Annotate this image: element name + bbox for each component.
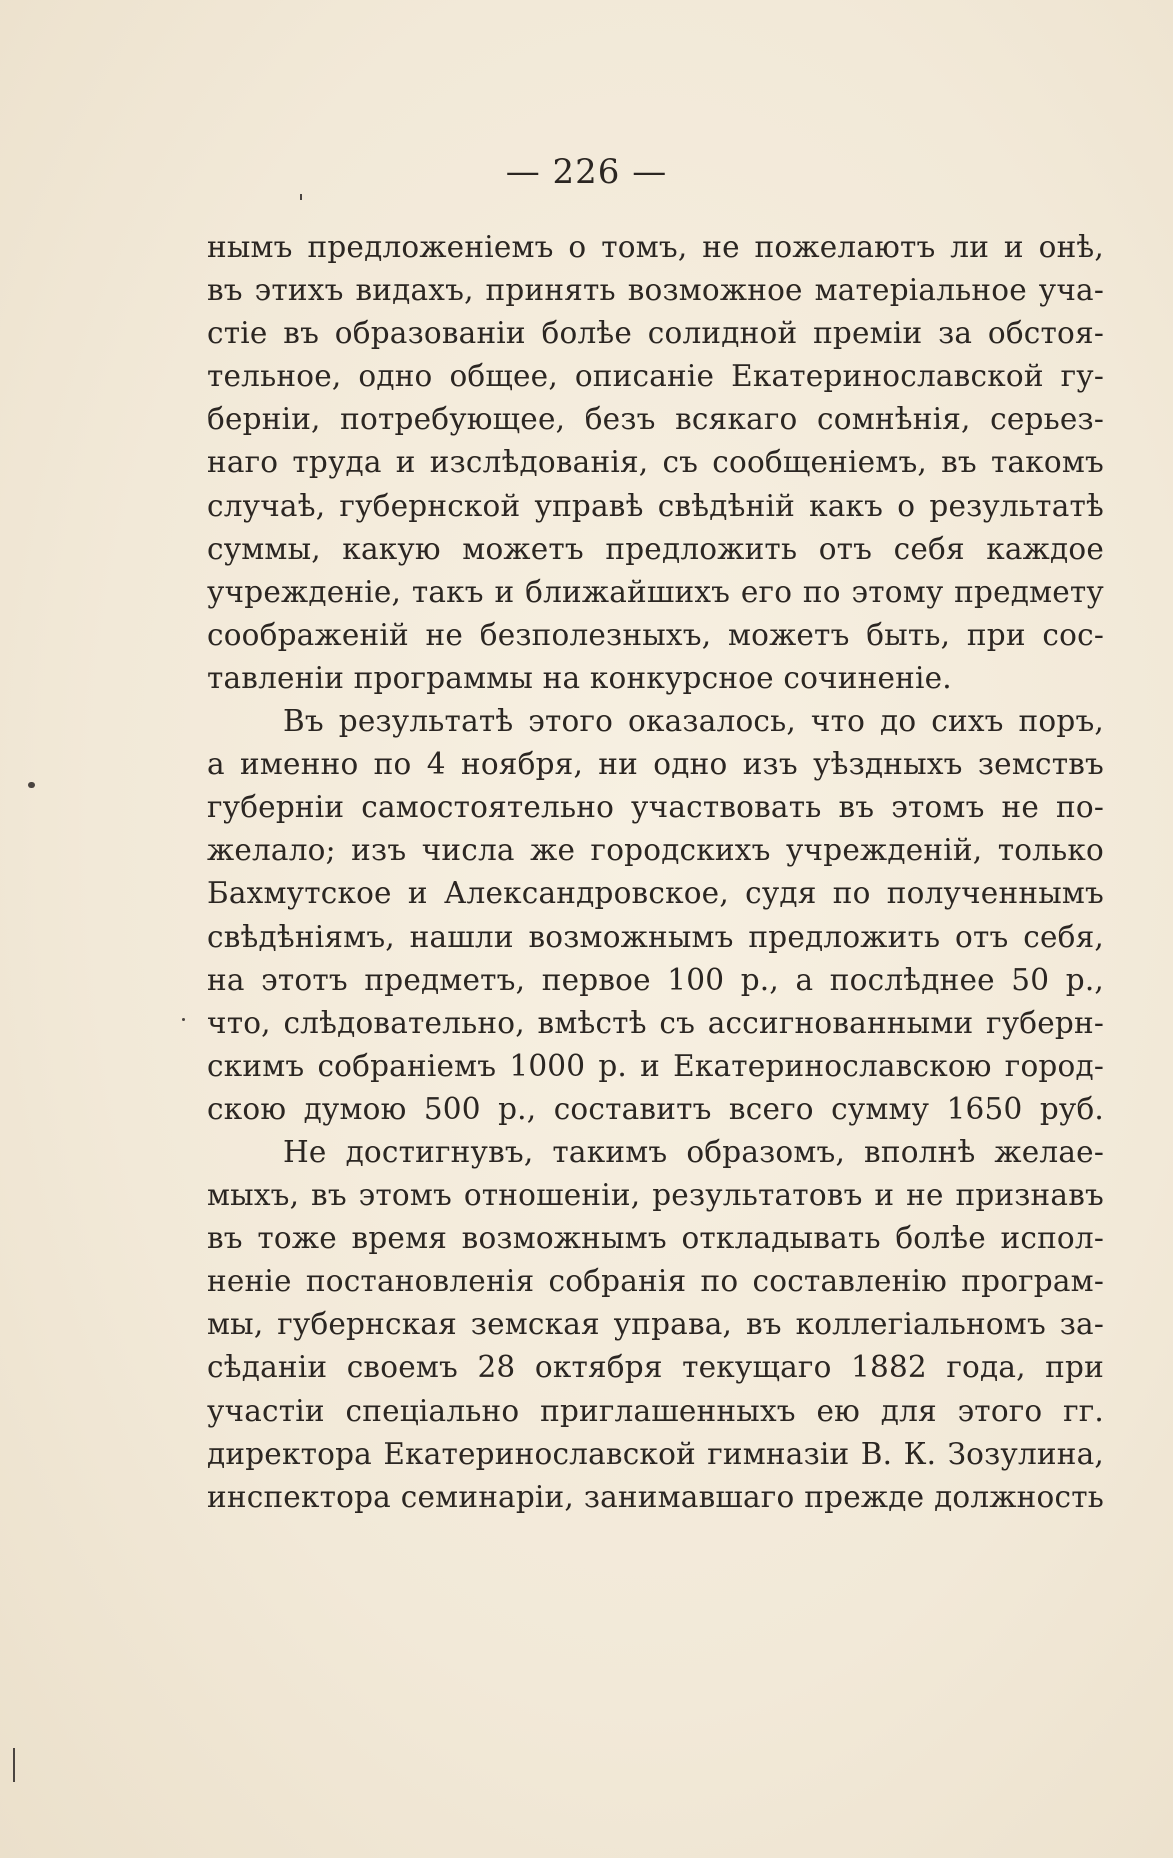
text-line: свѣдѣніямъ, нашли возможнымъ предложить отъ себя,	[207, 919, 1104, 954]
text-line: случаѣ, губернской управѣ свѣдѣній какъ о результатѣ	[207, 488, 1104, 523]
text-line: мыхъ, въ этомъ отношеніи, результатовъ и не признавъ	[207, 1178, 1104, 1213]
ink-speck	[13, 1748, 15, 1782]
text-line: желало; изъ числа же городскихъ учрежденій, только	[207, 833, 1104, 868]
text-line: инспектора семинаріи, занимавшаго прежде должность	[207, 1479, 1104, 1514]
text-line: мы, губернская земская управа, въ коллегіальномъ за-	[207, 1307, 1104, 1342]
ink-speck	[300, 194, 302, 200]
text-line: а именно по 4 ноября, ни одно изъ уѣздныхъ земствъ	[207, 747, 1104, 782]
text-line: Бахмутское и Александровское, судя по полученнымъ	[207, 876, 1104, 911]
text-line: неніе постановленія собранія по составленію програм-	[207, 1264, 1104, 1299]
text-line: берніи, потребующее, безъ всякаго сомнѣнія, серьез-	[207, 402, 1104, 437]
text-line: соображеній не безполезныхъ, можетъ быть, при сос-	[207, 617, 1104, 652]
text-line: что, слѣдовательно, вмѣстѣ съ ассигнованными губерн-	[207, 1005, 1104, 1040]
text-line: въ этихъ видахъ, принять возможное матеріальное уча-	[207, 273, 1104, 308]
text-line: скою думою 500 р., составитъ всего сумму 1650 руб.	[207, 1091, 1104, 1126]
text-line: суммы, какую можетъ предложить отъ себя каждое	[207, 531, 1104, 566]
text-line: тавленіи программы на конкурсное сочиненіе.	[207, 660, 952, 695]
text-line: стіе въ образованіи болѣе солидной преміи за обстоя-	[207, 316, 1104, 351]
text-line: на этотъ предметъ, первое 100 р., а послѣднее 50 р.,	[207, 962, 1104, 997]
ink-speck	[28, 782, 35, 788]
text-line: директора Екатеринославской гимназіи В. К. Зозулина,	[207, 1436, 1104, 1471]
text-line: сѣданіи своемъ 28 октября текущаго 1882 года, при	[207, 1350, 1104, 1385]
text-line: участіи спеціально приглашенныхъ ею для этого гг.	[207, 1393, 1104, 1428]
text-line: нымъ предложеніемъ о томъ, не пожелаютъ ли и онѣ,	[207, 230, 1104, 264]
text-line: тельное, одно общее, описаніе Екатеринославской гу-	[207, 359, 1104, 394]
text-line: учрежденіе, такъ и ближайшихъ его по этому предмету	[207, 574, 1104, 609]
ink-speck	[182, 1018, 185, 1021]
paragraph-start-line: Въ результатѣ этого оказалось, что до сихъ поръ,	[283, 704, 1104, 739]
paragraph-start-line: Не достигнувъ, такимъ образомъ, вполнѣ желае-	[283, 1134, 1104, 1169]
text-line: наго труда и изслѣдованія, съ сообщеніемъ, въ такомъ	[207, 445, 1104, 480]
text-line: въ тоже время возможнымъ откладывать болѣе испол-	[207, 1221, 1104, 1256]
page-number: — 226 —	[505, 152, 668, 192]
body-text	[207, 226, 1104, 1519]
text-line: скимъ собраніемъ 1000 р. и Екатеринославскою город-	[207, 1048, 1104, 1083]
text-line: губерніи самостоятельно участвовать въ этомъ не по-	[207, 790, 1104, 825]
